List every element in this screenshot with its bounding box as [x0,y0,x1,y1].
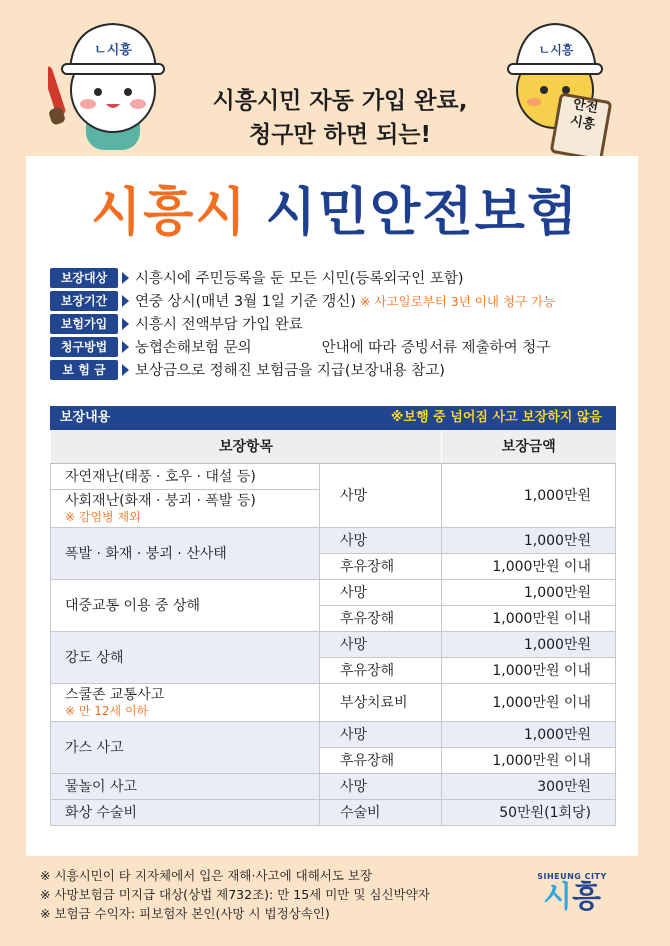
table-row [51,721,616,747]
arrow-icon [122,318,129,330]
amount: 1,000만원 [442,527,616,553]
table-row [51,631,616,657]
kind: 사망 [320,631,442,657]
logo-ko-b: 흥 [572,880,601,915]
info-text: 시흥시에 주민등록을 둔 모든 시민(등록외국인 포함) [135,271,464,287]
table-row [51,683,616,721]
item-social-label: 사회재난(화재 · 붕괴 · 폭발 등) [65,492,256,509]
amount: 1,000만원 이내 [442,747,616,773]
kind: 부상치료비 [320,683,442,721]
page-title [40,170,630,245]
info-label: 보장기간 [50,291,118,311]
amount: 1,000만원 [442,579,616,605]
slogan-line1: 시흥시민 자동 가입 완료, [212,88,468,114]
amount: 300만원 [442,773,616,799]
table-row [51,527,616,553]
item-school-note: ※ 만 12세 이하 [65,703,149,718]
kind: 후유장해 [320,657,442,683]
table-row [51,579,616,605]
kind: 사망 [320,527,442,553]
table-row [51,799,616,825]
title-city: 시흥시 [90,183,248,243]
svg-text:ㄴ시흥: ㄴ시흥 [538,43,574,57]
info-row-period [50,289,630,312]
amount-disaster: 1,000만원 [442,463,616,527]
item-social-note: ※ 감염병 제외 [65,509,141,524]
amount: 1,000만원 [442,721,616,747]
kind-disaster: 사망 [320,463,442,527]
item-explosion: 폭발 · 화재 · 붕괴 · 산사태 [51,527,320,579]
info-note: ※ 사고일로부터 3년 이내 청구 가능 [359,293,556,309]
arrow-icon [122,272,129,284]
logo-korean [532,881,612,915]
mascot-sign-line1: 안전 [571,97,600,117]
item-water: 물놀이 사고 [51,773,320,799]
footer-note: ※ 보험금 수익자: 피보험자 본인(사망 시 법정상속인) [40,906,330,921]
info-text: 연중 상시(매년 3월 1일 기준 갱신) [135,294,356,310]
info-text: 보상금으로 정해진 보험금을 지급(보장내용 참고) [135,363,445,379]
info-label: 청구방법 [50,337,118,357]
slogan [170,84,510,152]
amount: 1,000만원 [442,631,616,657]
siheung-city-logo [532,872,612,932]
item-gas: 가스 사고 [51,721,320,773]
arrow-icon [122,295,129,307]
info-label: 보험가입 [50,314,118,334]
info-text: 시흥시 전액부담 가입 완료 [135,317,303,333]
mascot-left-illustration [48,8,178,158]
amount: 50만원(1회당) [442,799,616,825]
kind: 후유장해 [320,747,442,773]
coverage-warning: ※보행 중 넘어짐 사고 보장하지 않음 [390,410,602,425]
coverage-header [50,406,616,430]
kind: 사망 [320,579,442,605]
item-robbery: 강도 상해 [51,631,320,683]
info-list [50,266,630,381]
slogan-line2: 청구만 하면 되는! [248,122,432,148]
item-transit: 대중교통 이용 중 상해 [51,579,320,631]
item-social-disaster [51,489,320,527]
info-row-target [50,266,630,289]
footer-notes [40,866,520,923]
logo-ko-a: 시 [543,880,572,915]
info-text-a: 농협손해보험 문의 [135,340,252,356]
table-header-row [51,430,616,463]
item-burn: 화상 수술비 [51,799,320,825]
coverage-table [50,430,616,826]
mascot-sign-text [559,94,608,135]
table-row [51,463,616,489]
kind: 수술비 [320,799,442,825]
info-row-enrollment [50,312,630,335]
mascot-sign-line2: 시흥 [568,113,597,133]
info-label: 보 험 금 [50,360,118,380]
item-natural-disaster: 자연재난(태풍 · 호우 · 대설 등) [51,463,320,489]
mascot-right-illustration [500,10,620,160]
arrow-icon [122,364,129,376]
kind: 후유장해 [320,553,442,579]
kind: 후유장해 [320,605,442,631]
col-header-item: 보장항목 [51,430,442,463]
item-school-zone [51,683,320,721]
item-school-label: 스쿨존 교통사고 [65,686,165,703]
info-label: 보장대상 [50,268,118,288]
kind: 사망 [320,721,442,747]
title-insurance: 시민안전보험 [265,183,580,243]
svg-text:ㄴ시흥: ㄴ시흥 [94,43,132,58]
kind: 사망 [320,773,442,799]
amount: 1,000만원 이내 [442,657,616,683]
table-row [51,773,616,799]
footer-note: ※ 사망보험금 미지급 대상(상법 제732조): 만 15세 미만 및 심신박약자 [40,887,430,902]
footer-note: ※ 시흥시민이 타 지자체에서 입은 재해·사고에 대해서도 보장 [40,868,373,883]
amount: 1,000만원 이내 [442,553,616,579]
coverage-header-label: 보장내용 [60,410,111,425]
amount: 1,000만원 이내 [442,605,616,631]
info-text-b: 안내에 따라 증빙서류 제출하여 청구 [321,340,551,356]
amount: 1,000만원 이내 [442,683,616,721]
info-row-benefit [50,358,630,381]
col-header-amount: 보장금액 [442,430,616,463]
logo-english: SIHEUNG CITY [537,872,607,881]
arrow-icon [122,341,129,353]
info-row-claim [50,335,630,358]
